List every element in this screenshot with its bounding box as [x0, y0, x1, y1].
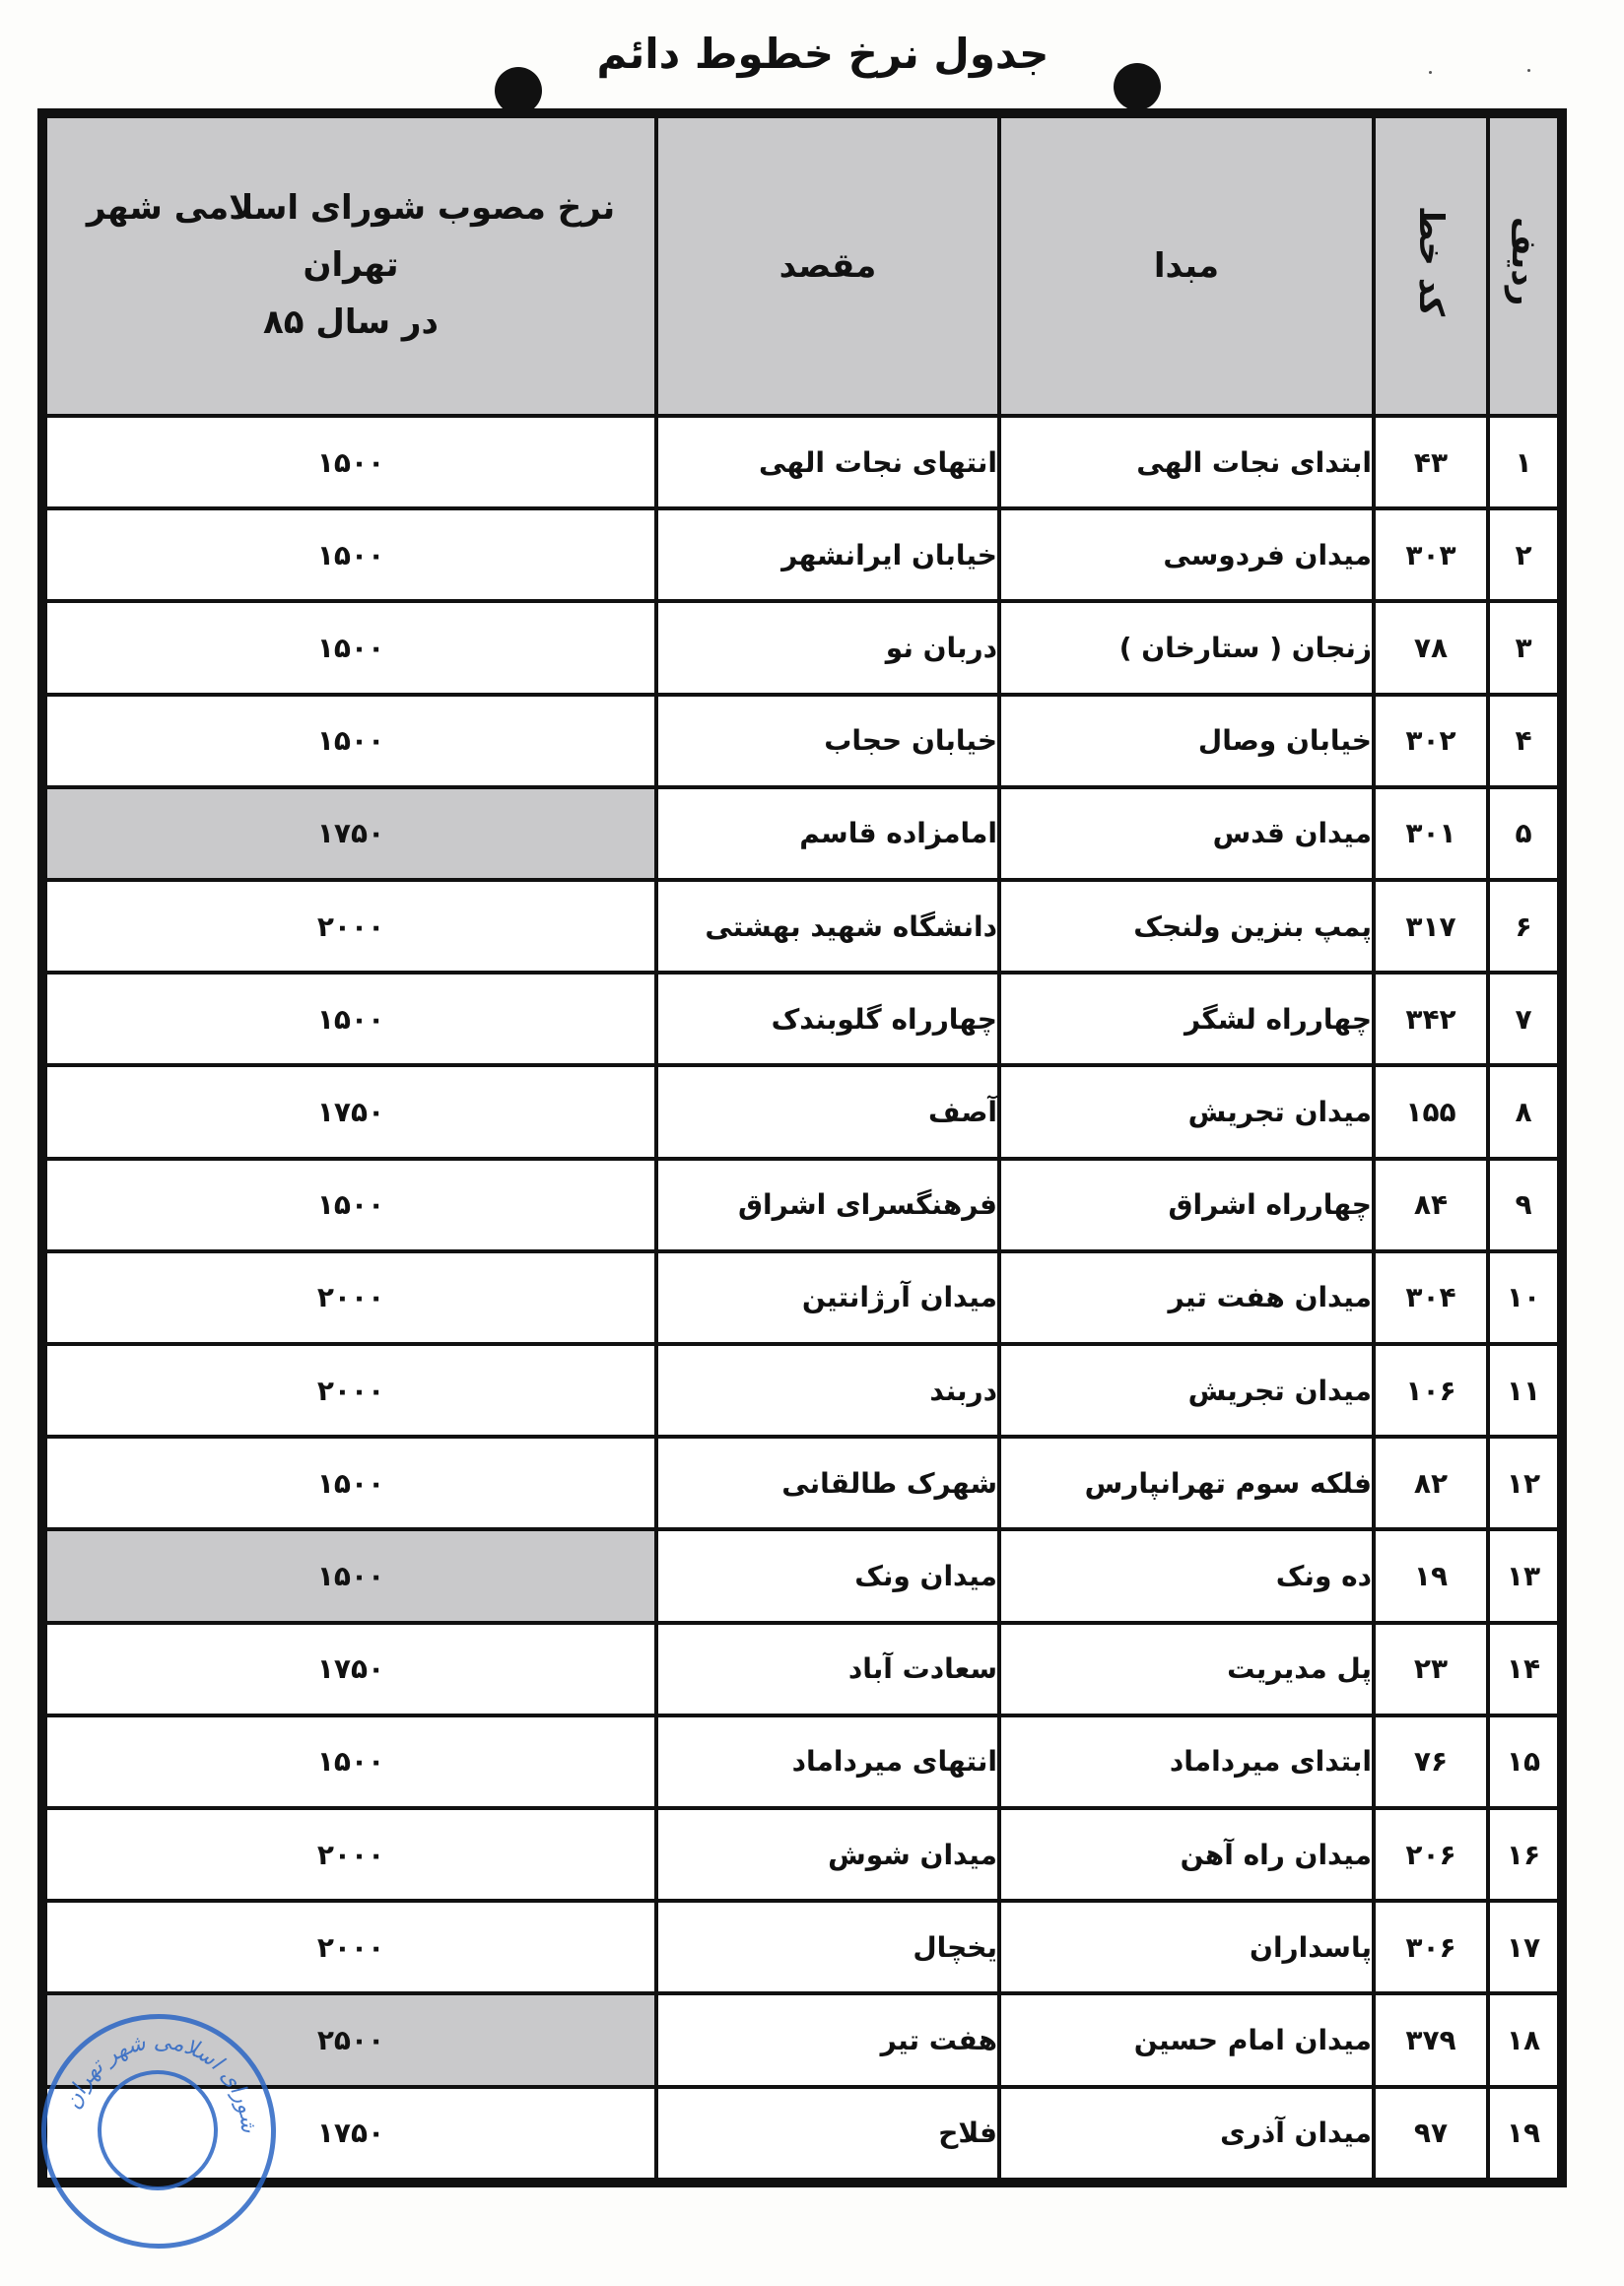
line-code-cell: ۹۷: [1374, 2087, 1488, 2180]
destination-cell: یخچال: [656, 1901, 999, 1993]
destination-cell: آصف: [656, 1065, 999, 1158]
line-code-cell: ۴۳: [1374, 416, 1488, 508]
destination-cell: انتهای نجات الهی: [656, 416, 999, 508]
origin-cell: ده ونک: [999, 1529, 1374, 1622]
table-row: [45, 601, 1559, 694]
destination-cell: دربند: [656, 1344, 999, 1437]
line-code-cell: ۱۵۵: [1374, 1065, 1488, 1158]
row-number-cell: ۷: [1488, 973, 1559, 1065]
destination-cell: فرهنگسرای اشراق: [656, 1159, 999, 1251]
origin-cell: میدان قدس: [999, 787, 1374, 880]
line-code-cell: ۸۴: [1374, 1159, 1488, 1251]
header-approved-rate: [45, 116, 656, 416]
origin-cell: چهارراه لشگر: [999, 973, 1374, 1065]
row-number-cell: ۱۴: [1488, 1623, 1559, 1715]
origin-cell: میدان امام حسین: [999, 1993, 1374, 2086]
origin-cell: فلکه سوم تهرانپارس: [999, 1437, 1374, 1529]
table-row: [45, 1344, 1559, 1437]
table-row: [45, 1715, 1559, 1808]
origin-cell: پاسداران: [999, 1901, 1374, 1993]
origin-cell: خیابان وصال: [999, 695, 1374, 787]
rate-cell: ۲۰۰۰: [45, 880, 656, 973]
rate-cell: ۱۵۰۰: [45, 508, 656, 601]
table-row: [45, 1251, 1559, 1344]
row-number-cell: ۳: [1488, 601, 1559, 694]
rate-cell: ۱۵۰۰: [45, 601, 656, 694]
rate-cell: ۱۵۰۰: [45, 695, 656, 787]
origin-cell: ابتدای نجات الهی: [999, 416, 1374, 508]
destination-cell: فلاح: [656, 2087, 999, 2180]
header-line-code: کد خط: [1374, 116, 1488, 416]
rate-cell: ۱۷۵۰: [45, 2087, 656, 2180]
destination-cell: چهارراه گلوبندک: [656, 973, 999, 1065]
line-code-cell: ۱۰۶: [1374, 1344, 1488, 1437]
line-code-cell: ۱۹: [1374, 1529, 1488, 1622]
destination-cell: دانشگاه شهید بهشتی: [656, 880, 999, 973]
line-code-cell: ۷۸: [1374, 601, 1488, 694]
origin-cell: پمپ بنزین ولنجک: [999, 880, 1374, 973]
line-code-cell: ۳۰۳: [1374, 508, 1488, 601]
table-row: [45, 416, 1559, 508]
rate-cell: ۱۵۰۰: [45, 1437, 656, 1529]
destination-cell: میدان ونک: [656, 1529, 999, 1622]
rate-cell: ۱۵۰۰: [45, 973, 656, 1065]
rate-cell: ۱۵۰۰: [45, 1715, 656, 1808]
rate-cell: ۲۰۰۰: [45, 1251, 656, 1344]
origin-cell: ابتدای میرداماد: [999, 1715, 1374, 1808]
line-code-cell: ۳۱۷: [1374, 880, 1488, 973]
row-number-cell: ۱۰: [1488, 1251, 1559, 1344]
table-body: [45, 416, 1559, 2180]
table-row: [45, 1159, 1559, 1251]
origin-cell: پل مدیریت: [999, 1623, 1374, 1715]
row-number-cell: ۱۳: [1488, 1529, 1559, 1622]
rate-cell: ۱۷۵۰: [45, 1623, 656, 1715]
rate-cell: ۱۵۰۰: [45, 1529, 656, 1622]
rate-cell: ۱۷۵۰: [45, 787, 656, 880]
row-number-cell: ۱۲: [1488, 1437, 1559, 1529]
rate-cell: ۲۰۰۰: [45, 1901, 656, 1993]
row-number-cell: ۱۶: [1488, 1808, 1559, 1901]
origin-cell: میدان تجریش: [999, 1344, 1374, 1437]
table-row: [45, 973, 1559, 1065]
row-number-cell: ۹: [1488, 1159, 1559, 1251]
origin-cell: میدان فردوسی: [999, 508, 1374, 601]
row-number-cell: ۲: [1488, 508, 1559, 601]
line-code-cell: ۲۳: [1374, 1623, 1488, 1715]
destination-cell: سعادت آباد: [656, 1623, 999, 1715]
line-code-cell: ۷۶: [1374, 1715, 1488, 1808]
destination-cell: شهرک طالقانی: [656, 1437, 999, 1529]
rate-cell: ۲۵۰۰: [45, 1993, 656, 2086]
line-code-cell: ۸۲: [1374, 1437, 1488, 1529]
rates-table-frame: [37, 108, 1567, 2187]
destination-cell: امامزاده قاسم: [656, 787, 999, 880]
rate-cell: ۲۰۰۰: [45, 1344, 656, 1437]
line-code-cell: ۳۷۹: [1374, 1993, 1488, 2086]
svg-text:شورای اسلامی شهر تهران: شورای اسلامی شهر تهران: [60, 2029, 261, 2134]
row-number-cell: ۵: [1488, 787, 1559, 880]
line-code-cell: ۳۴۲: [1374, 973, 1488, 1065]
row-number-cell: ۱۸: [1488, 1993, 1559, 2086]
table-header-row: [45, 116, 1559, 416]
scan-speck: [1527, 69, 1530, 72]
origin-cell: میدان هفت تیر: [999, 1251, 1374, 1344]
header-rate-line1: نرخ مصوب شورای اسلامی شهر تهران: [86, 188, 616, 286]
document-title: جدول نرخ خطوط دائم: [596, 30, 1049, 78]
origin-cell: زنجان ( ستارخان ): [999, 601, 1374, 694]
table-row: [45, 1623, 1559, 1715]
header-rate-line2: در سال ۸۵: [263, 302, 439, 342]
destination-cell: هفت تیر: [656, 1993, 999, 2086]
table-row: [45, 695, 1559, 787]
row-number-cell: ۸: [1488, 1065, 1559, 1158]
table-row: [45, 880, 1559, 973]
header-destination: مقصد: [656, 116, 999, 416]
table-row: [45, 1993, 1559, 2086]
row-number-cell: ۱: [1488, 416, 1559, 508]
destination-cell: دربان نو: [656, 601, 999, 694]
line-code-cell: ۳۰۶: [1374, 1901, 1488, 1993]
line-code-cell: ۳۰۴: [1374, 1251, 1488, 1344]
origin-cell: میدان آذری: [999, 2087, 1374, 2180]
row-number-cell: ۱۹: [1488, 2087, 1559, 2180]
origin-cell: چهارراه اشراق: [999, 1159, 1374, 1251]
council-seal-stamp: [41, 2014, 276, 2249]
origin-cell: میدان تجریش: [999, 1065, 1374, 1158]
rate-cell: ۱۵۰۰: [45, 1159, 656, 1251]
row-number-cell: ۱۵: [1488, 1715, 1559, 1808]
table-row: [45, 508, 1559, 601]
rate-cell: ۱۷۵۰: [45, 1065, 656, 1158]
rates-table: [43, 114, 1561, 2182]
table-row: [45, 1808, 1559, 1901]
punch-hole-right: [1114, 63, 1161, 110]
table-row: [45, 787, 1559, 880]
row-number-cell: ۱۱: [1488, 1344, 1559, 1437]
line-code-cell: ۲۰۶: [1374, 1808, 1488, 1901]
line-code-cell: ۳۰۱: [1374, 787, 1488, 880]
scan-speck: [1429, 71, 1432, 74]
destination-cell: انتهای میرداماد: [656, 1715, 999, 1808]
row-number-cell: ۱۷: [1488, 1901, 1559, 1993]
header-row-number: ردیف: [1488, 116, 1559, 416]
header-origin: مبدا: [999, 116, 1374, 416]
destination-cell: خیابان ایرانشهر: [656, 508, 999, 601]
destination-cell: میدان آرژانتین: [656, 1251, 999, 1344]
table-row: [45, 1437, 1559, 1529]
destination-cell: میدان شوش: [656, 1808, 999, 1901]
rate-cell: ۲۰۰۰: [45, 1808, 656, 1901]
rate-cell: ۱۵۰۰: [45, 416, 656, 508]
row-number-cell: ۶: [1488, 880, 1559, 973]
origin-cell: میدان راه آهن: [999, 1808, 1374, 1901]
row-number-cell: ۴: [1488, 695, 1559, 787]
punch-hole-left: [495, 67, 542, 114]
line-code-cell: ۳۰۲: [1374, 695, 1488, 787]
table-row: [45, 1529, 1559, 1622]
seal-lettering: [46, 2019, 271, 2244]
table-row: [45, 1065, 1559, 1158]
table-row: [45, 1901, 1559, 1993]
destination-cell: خیابان حجاب: [656, 695, 999, 787]
